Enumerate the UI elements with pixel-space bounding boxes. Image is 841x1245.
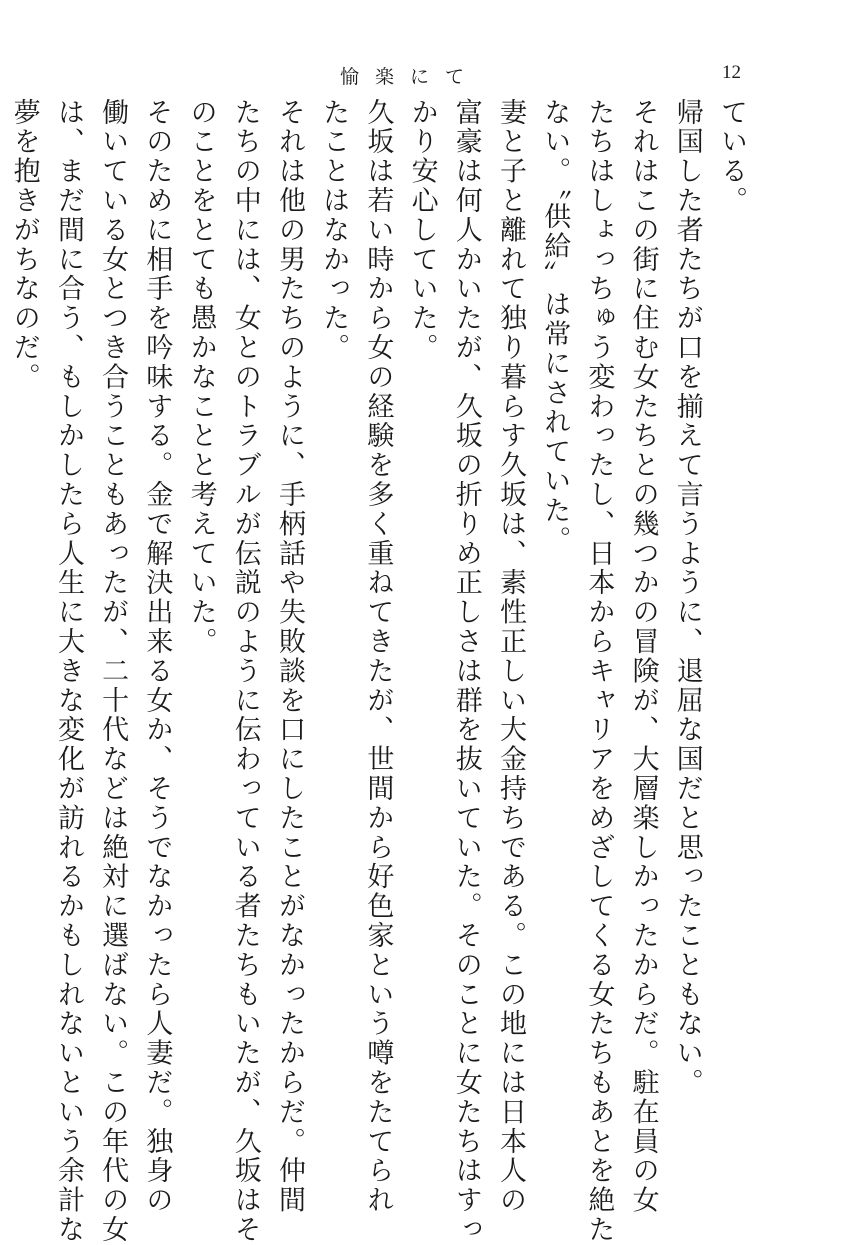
vertical-text-body xyxy=(8,98,753,1245)
text-line: 働いている女とつき合うこともあったが、二十代などは絶対に選ばない。この年代の女 xyxy=(97,98,129,1245)
text-line: たちはしょっちゅう変わったし、日本からキャリアをめざしてくる女たちもあとを絶た xyxy=(583,98,615,1245)
text-line: 久坂は若い時から女の経験を多く重ねてきたが、世間から好色家という噂をたてられ xyxy=(362,98,394,1216)
text-line: かり安心していた。 xyxy=(406,98,438,363)
text-line: 妻と子と離れて独り暮らす久坂は、素性正しい大金持ちである。この地には日本人の xyxy=(494,98,526,1216)
page-number: 12 xyxy=(722,62,741,83)
text-line: のことをとても愚かなことと考えていた。 xyxy=(185,98,217,657)
text-line: は、まだ間に合う、もしかしたら人生に大きな変化が訪れるかもしれないという余計な xyxy=(52,98,84,1245)
text-line: ない。〝供給〟は常にされていた。 xyxy=(539,98,571,555)
text-line: たことはなかった。 xyxy=(318,98,350,363)
text-line: 富豪は何人かいたが、久坂の折りめ正しさは群を抜いていた。そのことに女たちはすっ xyxy=(450,98,482,1245)
text-line: 帰国した者たちが口を揃えて言うように、退屈な国だと思ったこともない。 xyxy=(671,98,703,1098)
text-line: そのために相手を吟味する。金で解決出来る女か、そうでなかったら人妻だ。独身の xyxy=(141,98,173,1216)
text-line: それは他の男たちのように、手柄話や失敗談を口にしたことがなかったからだ。仲間 xyxy=(273,98,305,1216)
text-line: 夢を抱きがちなのだ。 xyxy=(8,98,40,392)
text-line: それはこの街に住む女たちとの幾つかの冒険が、大層楽しかったからだ。駐在員の女 xyxy=(627,98,659,1216)
text-line: たちの中には、女とのトラブルが伝説のように伝わっている者たちもいたが、久坂はそ xyxy=(229,98,261,1245)
text-line: ている。 xyxy=(716,98,747,216)
running-header-title: 愉楽にて xyxy=(340,66,481,88)
